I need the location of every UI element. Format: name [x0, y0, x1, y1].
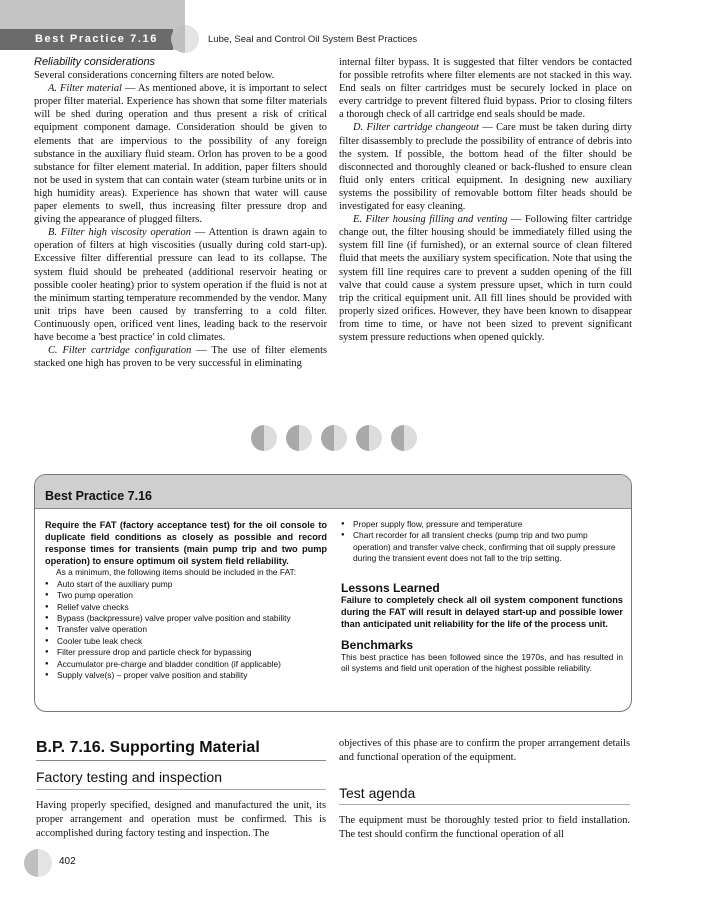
lessons-learned-text: Failure to completely check all oil system component functions during the FAT will result in delayed start-up and possible lower than anticipated unit reliability for the life of the process unit. [341, 595, 623, 630]
left-column [34, 56, 327, 370]
heading-rule [339, 804, 630, 805]
half-circle-icon [321, 425, 347, 451]
half-circle-icon [286, 425, 312, 451]
paragraph-cartridge-config: C. Filter cartridge configuration — The use of filter elements stacked one high has proven to be very successful in eliminating [34, 345, 327, 370]
section-heading: Reliability considerations [34, 56, 156, 68]
paragraph-filter-material: A. Filter material — As mentioned above, it is important to select proper filter material. Experience has shown that some filter materials will be shed during operation and thus present a risk of critical equipment component damage. Consideration should be given to elements that are impervious to the possibility of any foreign substance in the auxiliary fluid steam. Orlon has proven to be a good substance for filter element material. In addition, paper filters should not be used in system that can contain water (steam turbine units or in high humidity areas). Experience has shown that water will cause paper elements to swell, thus increasing filter pressure drop and giving the appearance of plugged filters. [34, 83, 327, 226]
heading-rule [36, 789, 326, 790]
lead-in: A. Filter material [48, 83, 122, 95]
lead-in: D. Filter cartridge changeout [353, 122, 479, 134]
paragraph-intro: Several considerations concerning filters are noted below. [34, 70, 275, 82]
box-left-column [45, 519, 327, 681]
lead-in: E. Filter housing filling and venting [353, 214, 508, 226]
list-item: ● Relief valve checks [45, 602, 327, 613]
paragraph-cartridge-changeout: D. Filter cartridge changeout — Care must be taken during dirty filter disassembly to preclude the possibility of entrance of debris into the system. If possible, the bottom head of the filter should be disconnected and thoroughly cleaned or back-flushed to ensure clean fluid only enters critical equipment. In designing new auxiliary systems the possibility of removable bottom filter heads should be investigated for easy cleaning. [339, 122, 632, 213]
list-item: ● Supply valve(s) – proper valve position and stability [45, 670, 327, 681]
benchmarks-text: This best practice has been followed since the 1970s, and has resulted in oil systems and field unit operation of the highest possible reliability. [341, 651, 623, 674]
half-circle-icon [356, 425, 382, 451]
list-item: ● Cooler tube leak check [45, 636, 327, 647]
half-circle-icon [251, 425, 277, 451]
list-item: ● Chart recorder for all transient checks (pump trip and two pump operation) and transfer valve check, confirming that oil supply pressure during the transient event does not fall to the trip setting. [341, 530, 623, 564]
paragraph-housing-filling: E. Filter housing filling and venting — Following filter cartridge change out, the filter housing should be immediately filled using the system fill line (if furnished), or an external source of clean filtered fluid that meets the auxiliary system specification. Note that using the system fill line requires care to prevent a sudden opening of the fill valve that could cause a system pressure upset, which in turn could trip the critical equipment unit. All fill lines should be provided with properly sized orifices. However, they have been known to disappear from time to time, or have not been sized to prevent significant system pressure reductions when opened quickly. [339, 214, 633, 343]
list-item: ● Transfer valve operation [45, 624, 327, 635]
benchmarks-heading: Benchmarks [341, 638, 414, 653]
factory-testing-paragraph: Having properly specified, designed and manufactured the unit, its proper arrangement and operation must be confirmed. This is accomplished during factory testing and inspection. The [36, 800, 326, 840]
running-title: Lube, Seal and Control Oil System Best Practices [208, 34, 418, 45]
section-divider-circles [251, 425, 421, 451]
list-item: ● Bypass (backpressure) valve proper valve position and stability [45, 613, 327, 624]
box-intro: Require the FAT (factory acceptance test) for the oil console to duplicate field conditions as closely as possible and record response times for transients (main pump trip and two pump operation) to ensure optimum oil system field reliability. [45, 520, 327, 567]
objectives-paragraph: objectives of this phase are to confirm the proper arrangement details and functional operation of the equipment. [339, 738, 630, 764]
paragraph-continued: internal filter bypass. It is suggested that filter vendors be contacted for possible retrofits where filter elements are not stacked in this way. End seals on filter cartridges must be securely locked in place on every cartridge to prevent filtered fluid bypass. Prior to closing filters a thorough check of all cartridge end seals should be made. [339, 57, 632, 121]
box-header [35, 475, 631, 509]
header-half-circle-icon [171, 25, 199, 53]
lessons-learned-heading: Lessons Learned [341, 580, 440, 595]
footer-half-circle-icon [24, 849, 52, 877]
list-item: ● Accumulator pre-charge and bladder condition (if applicable) [45, 659, 327, 670]
lead-in: B. Filter high viscosity operation [48, 227, 191, 239]
list-item: ● Filter pressure drop and particle check for bypassing [45, 647, 327, 658]
lead-in: C. Filter cartridge configuration [48, 345, 192, 357]
header-label: Best Practice 7.16 [35, 33, 158, 45]
box-subtext: As a minimum, the following items should be included in the FAT: [56, 567, 297, 578]
paragraph-high-viscosity: B. Filter high viscosity operation — Attention is drawn again to operation of filters at high viscosities (usually during cold start-up). Excessive filter differential pressure can lead to its collapse. The system fluid should be preheated (additional reservoir heating or possible cooler heating) prior to system operation if the fluid is not at the minimum starting temperature recommended by the vendor. Many unit trips have been caused by transferring to a cold filter. Continuously open, orificed vent lines, leading back to the reservoir have become a 'best practice' in cold climates. [34, 227, 327, 343]
list-item: ● Two pump operation [45, 590, 327, 601]
list-item: ● Auto start of the auxiliary pump [45, 579, 327, 590]
half-circle-icon [391, 425, 417, 451]
fat-items-list [45, 579, 327, 682]
supporting-material-heading: B.P. 7.16. Supporting Material [36, 739, 260, 756]
box-title: Best Practice 7.16 [45, 489, 153, 503]
page-number: 402 [59, 856, 76, 867]
best-practice-box [34, 474, 632, 712]
box-right-column [341, 519, 623, 675]
test-agenda-paragraph: The equipment must be thoroughly tested prior to field installation. The test should confirm the functional operation of all [339, 815, 630, 841]
factory-testing-heading: Factory testing and inspection [36, 769, 222, 785]
right-column [339, 56, 632, 344]
test-agenda-heading: Test agenda [339, 785, 416, 801]
fat-items-list-continued [341, 519, 623, 565]
list-item: ● Proper supply flow, pressure and temperature [341, 519, 623, 530]
heading-rule [36, 760, 326, 761]
